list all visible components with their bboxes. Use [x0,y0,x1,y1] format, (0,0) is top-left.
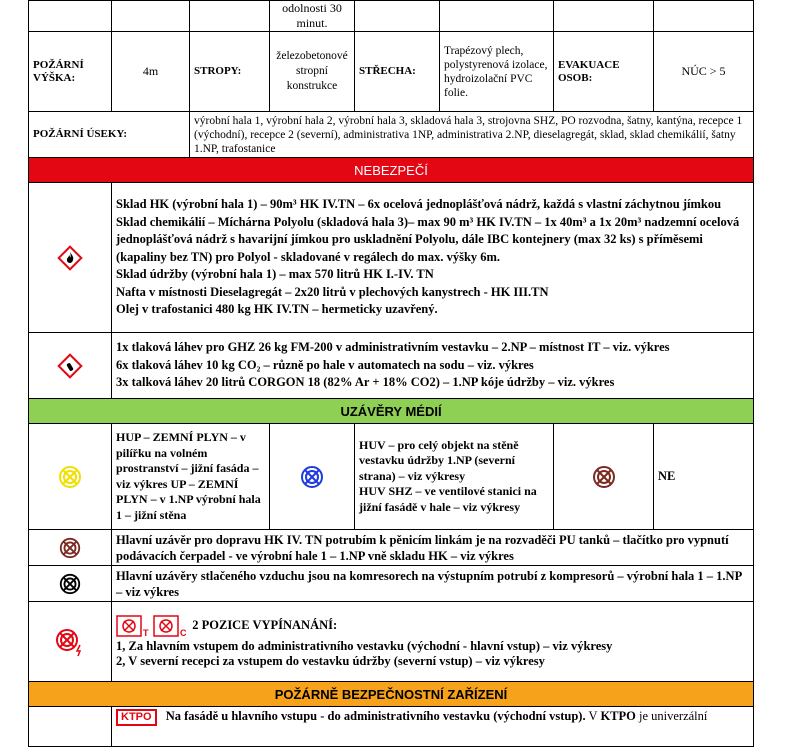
pump-shutoff-icon [58,536,82,560]
ceiling-value: železobetonové stropní konstrukce [270,32,355,112]
gas-cylinder-line: 6x tlaková láhev 10 kg CO₂ – různě po hale v automatech na sodu – viz. výkres [116,357,534,372]
gas-cylinder-row [29,333,754,399]
power-shutoff-icon [54,627,86,657]
ktpo-name: KTPO [600,709,636,723]
water-shutoff-icon [299,464,325,490]
danger-header: NEBEZPEČÍ [29,158,754,183]
flammable-text [112,183,754,333]
power-shutoff-icon-cell [29,602,112,682]
gas-cylinder-diamond-icon [57,353,83,379]
water-shutoff-line: HUV – pro celý objekt na stěně vestavku údržby 1.NP (severní strana) – viz výkresy [359,437,519,483]
roof-value: Trapézový plech, polystyrenová izolace, hydroizolační PVC folie. [440,32,554,112]
fire-safety-header: POŽÁRNĚ BEZPEČNOSTNÍ ZAŘÍZENÍ [29,682,754,707]
flammable-icon-cell [29,183,112,333]
power-switch-c-icon [153,615,189,637]
gas-shutoff-text: HUP – ZEMNÍ PLYN – v pilířku na volném prostranství – jižní fasáda – viz výkres UP – ZEMNÍ PLYN – v 1.NP výrobní hala 1 – jižní stěna [112,424,270,530]
flammable-row [29,183,754,333]
pump-shutoff-icon-cell [29,530,112,566]
water-shutoff-text [355,424,554,530]
switch-t-label: T [143,627,149,637]
power-title: 2 POZICE VYPÍNANÁNÍ: [192,617,338,632]
fire-resistance-fragment: odolnosti 30 minut. [270,1,355,32]
gas-cylinder-text [112,333,754,399]
shutoff-header: UZÁVĚRY MÉDIÍ [29,399,754,424]
flammable-line: Nafta v místnosti Dieselagregát – 2x20 litrů v plechových kanystrech - HK III.TN [116,284,549,299]
air-shutoff-icon [58,572,82,596]
flammable-line: Sklad HK (výrobní hala 1) – 90m³ HK IV.TN – 6x ocelová jednoplášťová nádrž, každá s vlastní záchytnou jímkou [116,197,722,212]
flammable-diamond-icon [57,245,83,271]
danger-header-row [29,158,754,183]
fire-info-table [28,0,754,747]
third-medium-value: NE [654,424,754,530]
power-shutoff-text [112,602,754,682]
water-shutoff-icon-cell [270,424,355,530]
top-partial-row [29,1,754,32]
air-shutoff-row [29,566,754,602]
flammable-line: Sklad údržby (výrobní hala 1) – max 570 litrů HK I.-IV. TN [116,267,434,282]
evacuation-label: EVAKUACE OSOB: [554,32,654,112]
fire-height-label: POŽÁRNÍ VÝŠKA: [29,32,112,112]
media-shutoff-row [29,424,754,530]
ktpo-row [29,707,754,747]
ktpo-badge: KTPO [116,709,157,726]
power-title-line [116,615,749,637]
pump-shutoff-row [29,530,754,566]
gas-shutoff-icon [57,464,83,490]
fire-sections-value: výrobní hala 1, výrobní hala 2, výrobní hala 3, skladová hala 3, strojovna SHZ, PO rozvodna, šatny, kantýna, recepce 1 (východní), recepce 2 (severní), administrativa 1NP, administrativa 2.NP, dieselagregát, sklad, sklad chemikálií, šatny 1.NP, trafostanice [190,112,754,158]
water-shutoff-line: HUV SHZ – ve ventilové stanici na jižní fasádě v hale – viz výkresy [359,484,537,514]
fire-document-page [28,0,753,747]
air-shutoff-text: Hlavní uzávěry stlačeného vzduchu jsou na komresorech na výstupním potrubí z kompresorů – výrobní hala 1 – 1.NP – viz výkres [112,566,754,602]
shutoff-header-row [29,399,754,424]
power-shutoff-row [29,602,754,682]
flammable-line: Olej v trafostanici 480 kg HK IV.TN – hermeticky uzavřený. [116,302,438,317]
gas-cylinder-line: 3x talková láhev 20 litrů CORGON 18 (82% Ar + 18% CO2) – 1.NP kóje údržby – viz. výkres [116,375,615,390]
flammable-line: Sklad chemikálií – Míchárna Polyolu (skladová hala 3)– max 90 m³ HK IV.TN – 1x 40m³ a 1x 20m³ nadzemní ocelová jednoplášťová nádrž s havarijní jímkou pro uskladnění Polyolu, dále IBC kontejnery (max 32 ks) s příměsemi (kapaliny bez TN) pro Polyol - skladované v regálech do max. výšky 6m. [116,214,740,264]
building-info-row [29,32,754,112]
ktpo-connector: V [588,709,598,723]
power-line: 1, Za hlavním vstupem do administrativního vestavku (východní - hlavní vstup) – viz výkresy [116,638,613,653]
gas-shutoff-icon-cell [29,424,112,530]
gas-cylinder-icon-cell [29,333,112,399]
fire-sections-label: POŽÁRNÍ ÚSEKY: [29,112,190,158]
valve-shutoff-icon [591,464,617,490]
gas-cylinder-line: 1x tlaková láhev pro GHZ 26 kg FM-200 v administrativním vestavku – 2.NP – místnost IT – viz. výkres [116,340,670,355]
fire-sections-row [29,112,754,158]
fire-height-value: 4m [112,32,190,112]
valve-shutoff-icon-cell [554,424,654,530]
ktpo-text [112,707,754,747]
roof-label: STŘECHA: [355,32,440,112]
ktpo-location: Na fasádě u hlavního vstupu - do administrativního vestavku (východní vstup). [165,709,586,723]
pump-shutoff-text: Hlavní uzávěr pro dopravu HK IV. TN potrubím k pěnicím linkám je na rozvaděči PU tanků – tlačítko pro vypnutí podávacích čerpadel - ve výrobní hale 1 – 1.NP vně skladu HK – viz výkres [112,530,754,566]
ceiling-label: STROPY: [190,32,270,112]
switch-c-label: C [180,627,187,637]
air-shutoff-icon-cell [29,566,112,602]
fire-safety-header-row [29,682,754,707]
ktpo-tail: je univerzální [638,709,708,723]
power-switch-t-icon [116,615,150,637]
power-line: 2, V severní recepci za vstupem do vestavku údržby (severní vstup) – viz výkresy [116,653,545,668]
evacuation-value: NÚC > 5 [654,32,754,112]
